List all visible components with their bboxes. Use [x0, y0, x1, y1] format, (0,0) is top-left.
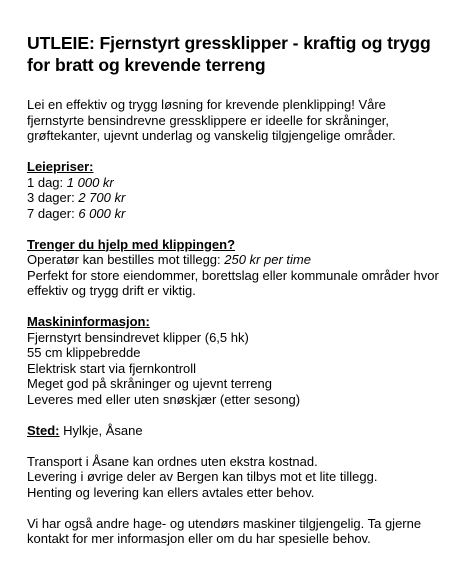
machine-spec: 55 cm klippebredde: [27, 345, 141, 360]
location-heading: Sted:: [27, 422, 60, 438]
ad-title: UTLEIE: Fjernstyrt gressklipper - kraftig og trygg for bratt og krevende terreng: [27, 33, 431, 75]
price-label: 3 dager:: [27, 190, 79, 205]
price-row: [27, 206, 440, 222]
prices-heading: Leiepriser:: [27, 159, 94, 174]
price-value: 2 700 kr: [78, 190, 126, 205]
price-row: [27, 175, 440, 191]
prices-section: [27, 159, 440, 221]
help-section: [27, 237, 440, 299]
machine-section: [27, 314, 440, 407]
location-value: Hylkje, Åsane: [59, 422, 143, 438]
machine-spec: Fjernstyrt bensindrevet klipper (6,5 hk): [27, 329, 249, 345]
price-label: 7 dager:: [27, 205, 79, 221]
operator-line: [27, 252, 440, 268]
price-value: 6 000 kr: [78, 205, 126, 221]
help-text: Perfekt for store eiendommer, borettslag eller kommunale områder hvor effektiv og trygg drift er viktig.: [27, 267, 439, 298]
location-section: [27, 423, 440, 439]
transport-section: [27, 454, 440, 501]
machine-spec: Elektrisk start via fjernkontroll: [27, 360, 197, 376]
machine-spec: Meget god på skråninger og ujevnt terreng: [27, 376, 272, 391]
transport-line: Levering i øvrige deler av Bergen kan tilbys mot et lite tillegg.: [27, 469, 378, 484]
operator-price: 250 kr per time: [224, 252, 311, 267]
operator-label: Operatør kan bestilles mot tillegg:: [27, 252, 225, 267]
help-heading: Trenger du hjelp med klippingen?: [27, 236, 236, 252]
transport-line: Henting og levering kan ellers avtales etter behov.: [27, 484, 315, 500]
closing-paragraph: Vi har også andre hage- og utendørs maskiner tilgjengelig. Ta gjerne kontakt for mer informasjon eller om du har spesielle behov.: [27, 515, 422, 546]
intro-paragraph: Lei en effektiv og trygg løsning for krevende plenklipping! Våre fjernstyrte bensindrevne gressklippere er ideelle for skråninger, grøftekanter, ujevnt underlag og vanskelig tilgjengelige områder.: [27, 97, 396, 143]
machine-spec: Leveres med eller uten snøskjær (etter sesong): [27, 391, 301, 407]
price-label: 1 dag:: [27, 174, 67, 190]
transport-line: Transport i Åsane kan ordnes uten ekstra kostnad.: [27, 453, 318, 469]
price-row: [27, 190, 440, 206]
machine-heading: Maskininformasjon:: [27, 314, 150, 329]
price-value: 1 000 kr: [66, 174, 114, 190]
